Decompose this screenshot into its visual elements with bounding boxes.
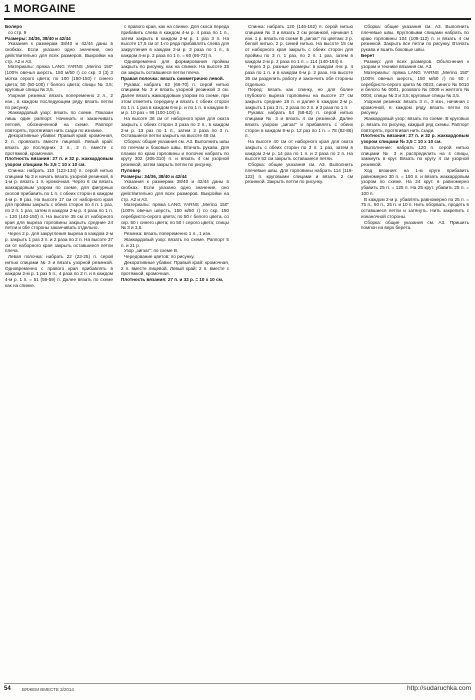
watermark-url[interactable]: http://sudaruchka.com — [407, 685, 471, 692]
paragraph: Левая полочка: набрать 22 (23-25) п. серой нитью спицами № 3 и вязать узорной резинкой. Одновременно с правого края прибавлять в каждом 2-м р. 1 раз 5 п., 4 раза по 2 п. и в каждом 4-м р. 1 п. = 51 (59-59) п. Далее вязать по схеме как на спинке. — [5, 254, 113, 288]
paragraph: Материалы: пряжа LANG YARNS „Merino 150" (100% овечья шерсть, 150 м/50 г) со скр. 150 серебристо-серого цвета; по 50 г белого цвета, со скр. 50 г синего цвета; по 50 г серого цвета; спицы № 3 и 3,5. — [121, 202, 229, 231]
section-header — [4, 4, 471, 20]
paragraph: Указания к размерам 38/40 и 42/44 даны в скобках. Если указано одно значение, оно действительно для всех размеров. Выкройки на стр. А2 и А3. — [121, 179, 229, 202]
paragraph: Одновременно для формирования проймы закрыть по рисунку, как на спинке. На высоте 35 см закрыть оставшиеся петли плеча. — [121, 58, 229, 75]
paragraph: Сборка: общие указания см. А3. Выполнить плечевые швы. Для горловины набрать 114 (118-122) п. круговыми спицами и вязать 2 см резинкой. Закрыть петли по рисунку. — [245, 162, 353, 185]
text-column-2 — [121, 24, 229, 669]
heading: Пуловер — [121, 167, 141, 173]
heading: Болеро — [5, 24, 23, 29]
paragraph: Сборка: общие указания см. А3. Пришить помпон на верх берета. — [361, 219, 469, 231]
paragraph: Через 3 р. разные размеры: в каждом 4-м р. 4 раза по 1 п. и в каждом 6-м р. 2 раза. На высоте 36 см разделить работу и закончить обе стороны отдельно. — [245, 64, 353, 87]
heading: Плотность вязания: 27 п. и 32 р. = 10 х 10 см. — [121, 277, 224, 282]
paragraph: Ход вязания: на 1-м круге прибавить равномерно 30 п. = 150 п. и вязать жаккардовым узором по схеме. На 24 крут. в равномерно убавить 25 п. = 125 п. На 25 крут. убавить 25 п. = 100 п. — [361, 167, 469, 196]
paragraph: со стр. 9 — [8, 29, 27, 35]
paragraph: Декоративные убавки: Правый край: кромочная, 2 п. провязать вместе лицевой. Левый край: вязать до последних 3 п., 2 п. вместе с протяжкой, кромочная. — [5, 133, 113, 156]
page-footer — [4, 683, 471, 696]
paragraph: Жаккардовый узор: вязать по схеме. Раппорт 5 п. и 21 р. — [121, 236, 229, 248]
paragraph: Материалы: пряжа LANG YARNS „Merino 150" (100% овечья шерсть, 150 м/50 г) со скр. 3 (3) 3 мотка серого цвета; по 100 (150-150) г синего цвета; 50 (50-100) г белого цвета; спицы № 3,5; круговые спицы № 3,5. — [5, 64, 113, 93]
heading: Размеры: 34/36, 38/40 и 42/44 — [5, 35, 71, 41]
paragraph: Декоративные убавки: Правый край: кромочная, 2 п. вместе лицевой. Левый край: 2 п. вместе с протяжкой, кромочная. — [121, 259, 229, 277]
section-title: 1 MORGAINE — [4, 3, 76, 15]
paragraph: с правого края, как на спинке. Для скоса переда прибавить слева в каждом 4-м р. 4 раза по 1 п., затем закрыть в каждом 2-м р. 1 раз 3 п. На высоте 17,5 см от 1-го ряда прибавлять слева для закругления в каждом 2-м р. 3 раза по 1 п., в каждом 4-м р. 2 раза по 1 п. = 60 (66-72) п. — [121, 24, 229, 58]
paragraph: В каждом 2-м р. убавлять равномерно по 25 п. = 75 п., 50 п., 25 п. и 10 п. Нить оборвать, продеть в оставшиеся петли и затянуть. Нить закрепить с изнаночной стороны. — [361, 196, 469, 219]
paragraph: Выполнение: набрать 120 п. серой нитью спицами № 3 и распределить на 4 спицы, замкнуть в круг. Вязать по кругу 4 см узорной резинкой. — [361, 144, 469, 167]
heading: Размеры: 34/36, 38/40 и 42/44 — [121, 173, 187, 179]
paragraph: Жаккардовый узор: вязать по схеме. В круговых р. вязать по рисунку, каждый ряд схемы. Раппорт повторять, протягивая нить сзади. — [361, 116, 469, 133]
page-number: 54 — [4, 686, 11, 692]
paragraph: Рукава: набрать 62 (66-70) п. серой нитью спицами № 3 и вязать узорной резинкой 3 см. Далее вязать жаккардовым узором по схеме, при этом отметить середину и вязать с обеих сторон по 1 п. 1 раз в каждом 6-м р. и по 1 п. в каждом 8-м р. 10 раз = 96 (100-104) п. — [121, 81, 229, 116]
heading: Плотность вязания: 27 п. и 32 р. жаккардовым узором спицами № 3,5 = 10 х 10 см. — [361, 133, 469, 144]
paragraph: Материалы: пряжа LANG YARNS „Merino 150" (100% овечья шерсть, 150 м/50 г) по 50 г серебристо-серого цвета № 0023, синего № 0010 и белого № 0001, розового № 0009 и желтого № 0004; спицы № 3 и 3,5; круговые спицы № 3,5. — [361, 70, 469, 98]
paragraph: На высоте 38 см от наборного края для оката закрыть с обеих сторон 3 раза по 2 п., в каждом 2-м р. 13 раз по 1 п., затем 2 раза по 3 п. Оставшиеся петли закрыть на высоте 48 см. — [121, 116, 229, 139]
paragraph: Узор „зигзаг": по схеме В. — [124, 248, 179, 254]
heading: Правая полочка: вязать симметрично левой. — [121, 75, 225, 81]
paragraph: Перед: вязать как спинку, но для более глубокого выреза горловины на высоте 27 см закрыть средние 18 п. и далее в каждом 2-м р. закрыть 1 раз 3 п., 2 раза по 2 п. и 3 раза по 1 п. — [245, 87, 353, 110]
paragraph: Рукава: набрать 54 (58-62) п. серой нитью спицами № 3 и вязать 4 см резинкой. Далее вязать узором „зигзаг" и прибавлять с обеих сторон в каждом 8-м р. 12 раз по 1 п. = 78 (82-86) п. — [245, 110, 353, 139]
heading: Берет — [361, 52, 375, 58]
paragraph: Сборка: общие указания см. А3. Выполнить швы по плечам и боковые швы. Втачать рукава. Для планки по краю горловины и полочек набрать по кругу 302 (306-310) п. и вязать 4 см узорной резинкой, затем закрыть петли по рисунку. — [121, 139, 229, 167]
heading: Плотность вязания: 27 п. и 32 р. жаккардовым узором спицами № 3,5 = 10 х 10 см. — [5, 156, 113, 167]
paragraph: Жаккардовый узор: вязать по схеме. Показан лишь один раппорт. Начинать и заканчивать петлей, обозначенной на схеме. Раппорт повторять, протягивая нить сзади по изнанке. — [5, 110, 113, 133]
text-column-3 — [245, 24, 353, 669]
paragraph: Спинка: набрать 110 (122-134) п. серой нитью спицами № 3 и начать вязать узорной резинкой, в 1-м р. вязать 1 п. кромочная. Через 6 см вязать жаккардовым узором по схеме, для фигурных скосов прибавить по 1 п. с обеих сторон в каждом 4-м р. 9 раз. На высоте 17 см от наборного края для проймы закрыть с обеих сторон по 4 п. 1 раз, по 2 п. 1 раз, затем в каждом 2-м р. 4 раза по 1 п. = 120 (140-150) п. На высоте 35 см от наборного края для выреза горловины закрыть средние 24 петли и обе стороны заканчивать отдельно. — [5, 167, 113, 231]
text-column-4 — [361, 24, 469, 669]
paragraph: Резинка: вязать попеременно 1 л., 1 изн. — [124, 231, 212, 236]
paragraph: На высоте 40 см от наборного края для оката закрыть с обеих сторон по 3 п. 1 раз, затем в каждом 2-м р. 14 раз по 1 п. и 2 раза по 2 п. На высоте 52 см закрыть оставшиеся петли. — [245, 139, 353, 162]
paragraph: Через 2 р. для закругления выреза в каждом 2-м р. закрыть 1 раз 3 п. и 2 раза по 2 п. На высоте 37 см от наборного края закрыть оставшиеся петли плеча. — [5, 231, 113, 254]
paragraph: Узорная резинка: вязать 3 л., 3 изн., начиная с кромочной, в каждом ряду вязать петли по рисунку. — [361, 98, 469, 116]
paragraph: Узорная резинка: вязать попеременно 2 л., 2 изн., в каждом последующем ряду вязать петли по рисунку. — [5, 93, 113, 110]
paragraph: Чередование цветов: по рисунку. — [124, 254, 195, 259]
text-column-1 — [5, 24, 113, 669]
paragraph: Указания к размерам 38/40 и 42/44 даны в скобках. Если указано одно значение, оно действительно для всех размеров. Выкройки на стр. А2 и А3. — [5, 41, 113, 64]
journal-name: ВЯЖЕМ ВМЕСТЕ 3/2014 — [22, 687, 74, 692]
paragraph: Сборка: общие указания см. А3. Выполнить плечевые швы. Кругловыми спицами набрать по краю горловины 104 (108-112) п. и вязать 4 см резинкой. Закрыть все петли по рисунку. Втачать рукава и вшить боковые швы. — [361, 24, 469, 52]
paragraph: Размер: для всех размеров. Объяснения к узорам и технике вязания см. А3. — [361, 58, 469, 70]
paragraph: Спинка: набрать 120 (146-162) п. серой нитью спицами № 3 и вязать 2 см резинкой, начиная 1 изн. 1 р. вязать по схеме В „зигзаг" по цветам: 2 р. белой нитью, 2 р. синей нитью. На высоте 15 см от наборного края закрыть с обеих сторон для проймы по 3 п. 1 раз, по 2 п. 1 раз, затем в каждом 2-м р. 2 раза по 1 п. = 114 (140-154) п. — [245, 24, 353, 64]
